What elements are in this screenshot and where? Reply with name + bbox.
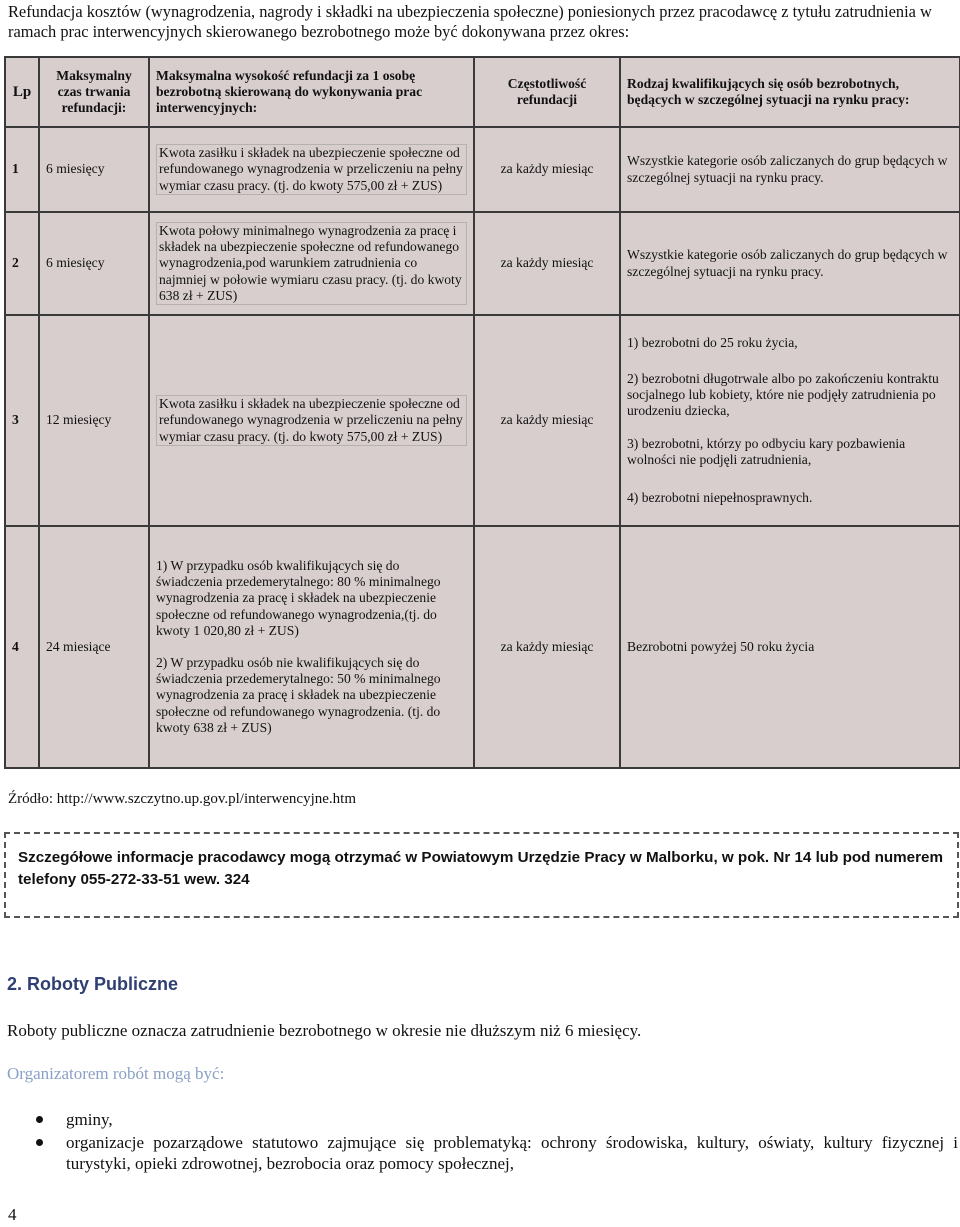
row-frequency: za każdy miesiąc [474,315,620,526]
row-amount [149,315,474,526]
section-description: Roboty publiczne oznacza zatrudnienie bezrobotnego w okresie nie dłuższym niż 6 miesięcy. [7,1021,642,1040]
header-frequency: Częstotliwość refundacji [474,57,620,127]
table-header-row [5,57,960,127]
row-amount-text: Kwota zasiłku i składek na ubezpieczenie społeczne od refundowanego wynagrodzenia w przeliczeniu na pełny wymiar czasu pracy. (tj. do kwoty 575,00 zł + ZUS) [156,144,467,195]
row-amount [149,212,474,315]
row-amount-text: Kwota połowy minimalnego wynagrodzenia za pracę i składek na ubezpieczenie społeczne od refundowanego wynagrodzenia,pod warunkiem zatrudnienia co najmniej w połowie wymiaru czasu pracy. (tj. do kwoty 638 zł + ZUS) [156,222,467,305]
category-item: 4) bezrobotni niepełnosprawnych. [627,490,813,505]
list-item-text: gminy, [66,1110,113,1129]
bullet-icon [36,1116,43,1123]
row-lp: 1 [5,127,39,212]
header-lp: Lp [5,57,39,127]
list-item-text: organizacje pozarządowe statutowo zajmujące się problematyką: ochrony środowiska, kultury, oświaty, kultury fizycznej i turystyki, opieki zdrowotnej, bezrobocia oraz pomocy społecznej, [66,1133,958,1173]
table-row [5,212,960,315]
amount-item: 2) W przypadku osób nie kwalifikujących się do świadczenia przedemerytalnego: 50 % minimalnego wynagrodzenia za pracę i składek na ubezpieczenie społeczne od refundowanego wynagrodzenia. (tj. do kwoty 638 zł + ZUS) [156,655,441,735]
row-category: Wszystkie kategorie osób zaliczanych do grup będących w szczególnej sytuacji na rynku pracy. [620,212,960,315]
category-item: 1) bezrobotni do 25 roku życia, [627,334,798,350]
category-item: 2) bezrobotni długotrwale albo po zakończeniu kontraktu socjalnego lub kobiety, które nie podjęły zatrudnienia po urodzeniu dziecka, [627,370,939,419]
organizer-list [66,1109,958,1176]
row-category: Wszystkie kategorie osób zaliczanych do grup będących w szczególnej sytuacji na rynku pracy. [620,127,960,212]
amount-item: 1) W przypadku osób kwalifikujących się do świadczenia przedemerytalnego: 80 % minimalnego wynagrodzenia za pracę i składek na ubezpieczenie społeczne od refundowanego wynagrodzenia,(tj. do kwoty 1 020,80 zł + ZUS) [156,557,441,638]
row-frequency: za każdy miesiąc [474,212,620,315]
row-duration: 6 miesięcy [39,127,149,212]
row-lp: 3 [5,315,39,526]
source-note: Źródło: http://www.szczytno.up.gov.pl/interwencyjne.htm [8,791,356,807]
list-item [66,1132,958,1174]
row-amount [149,127,474,212]
row-frequency: za każdy miesiąc [474,526,620,768]
list-item [66,1109,958,1130]
category-item: 3) bezrobotni, którzy po odbyciu kary pozbawienia wolności nie podjęli zatrudnienia, [627,435,906,467]
header-category: Rodzaj kwalifikujących się osób bezrobotnych, będących w szczególnej sytuacji na rynku pracy: [620,57,960,127]
row-amount-text: Kwota zasiłku i składek na ubezpieczenie społeczne od refundowanego wynagrodzenia w przeliczeniu na pełny wymiar czasu pracy. (tj. do kwoty 575,00 zł + ZUS) [156,395,467,446]
intro-paragraph: Refundacja kosztów (wynagrodzenia, nagrody i składki na ubezpieczenia społeczne) poniesionych przez pracodawcę z tytułu zatrudnienia w ramach prac interwencyjnych skierowanego bezrobotnego może być dokonywana przez okres: [8,2,932,41]
table-row [5,127,960,212]
section-title: 2. Roboty Publiczne [7,974,179,994]
info-box-text: Szczegółowe informacje pracodawcy mogą otrzymać w Powiatowym Urzędzie Pracy w Malborku, w pok. Nr 14 lub pod numerem telefony 055-272-33-51 wew. 324 [18,849,943,888]
section-subheading: Organizatorem robót mogą być: [7,1064,225,1083]
refund-table [4,56,960,769]
bullet-icon [36,1139,43,1146]
row-lp: 4 [5,526,39,768]
table-row [5,526,960,768]
row-duration: 6 miesięcy [39,212,149,315]
row-lp: 2 [5,212,39,315]
page-number: 4 [8,1205,17,1224]
row-category: Bezrobotni powyżej 50 roku życia [620,526,960,768]
row-amount-list [149,526,474,768]
row-category-list [620,315,960,526]
header-amount: Maksymalna wysokość refundacji za 1 osobę bezrobotną skierowaną do wykonywania prac interwencyjnych: [149,57,474,127]
row-duration: 24 miesiące [39,526,149,768]
header-duration: Maksymalny czas trwania refundacji: [39,57,149,127]
table-row [5,315,960,526]
row-duration: 12 miesięcy [39,315,149,526]
row-frequency: za każdy miesiąc [474,127,620,212]
